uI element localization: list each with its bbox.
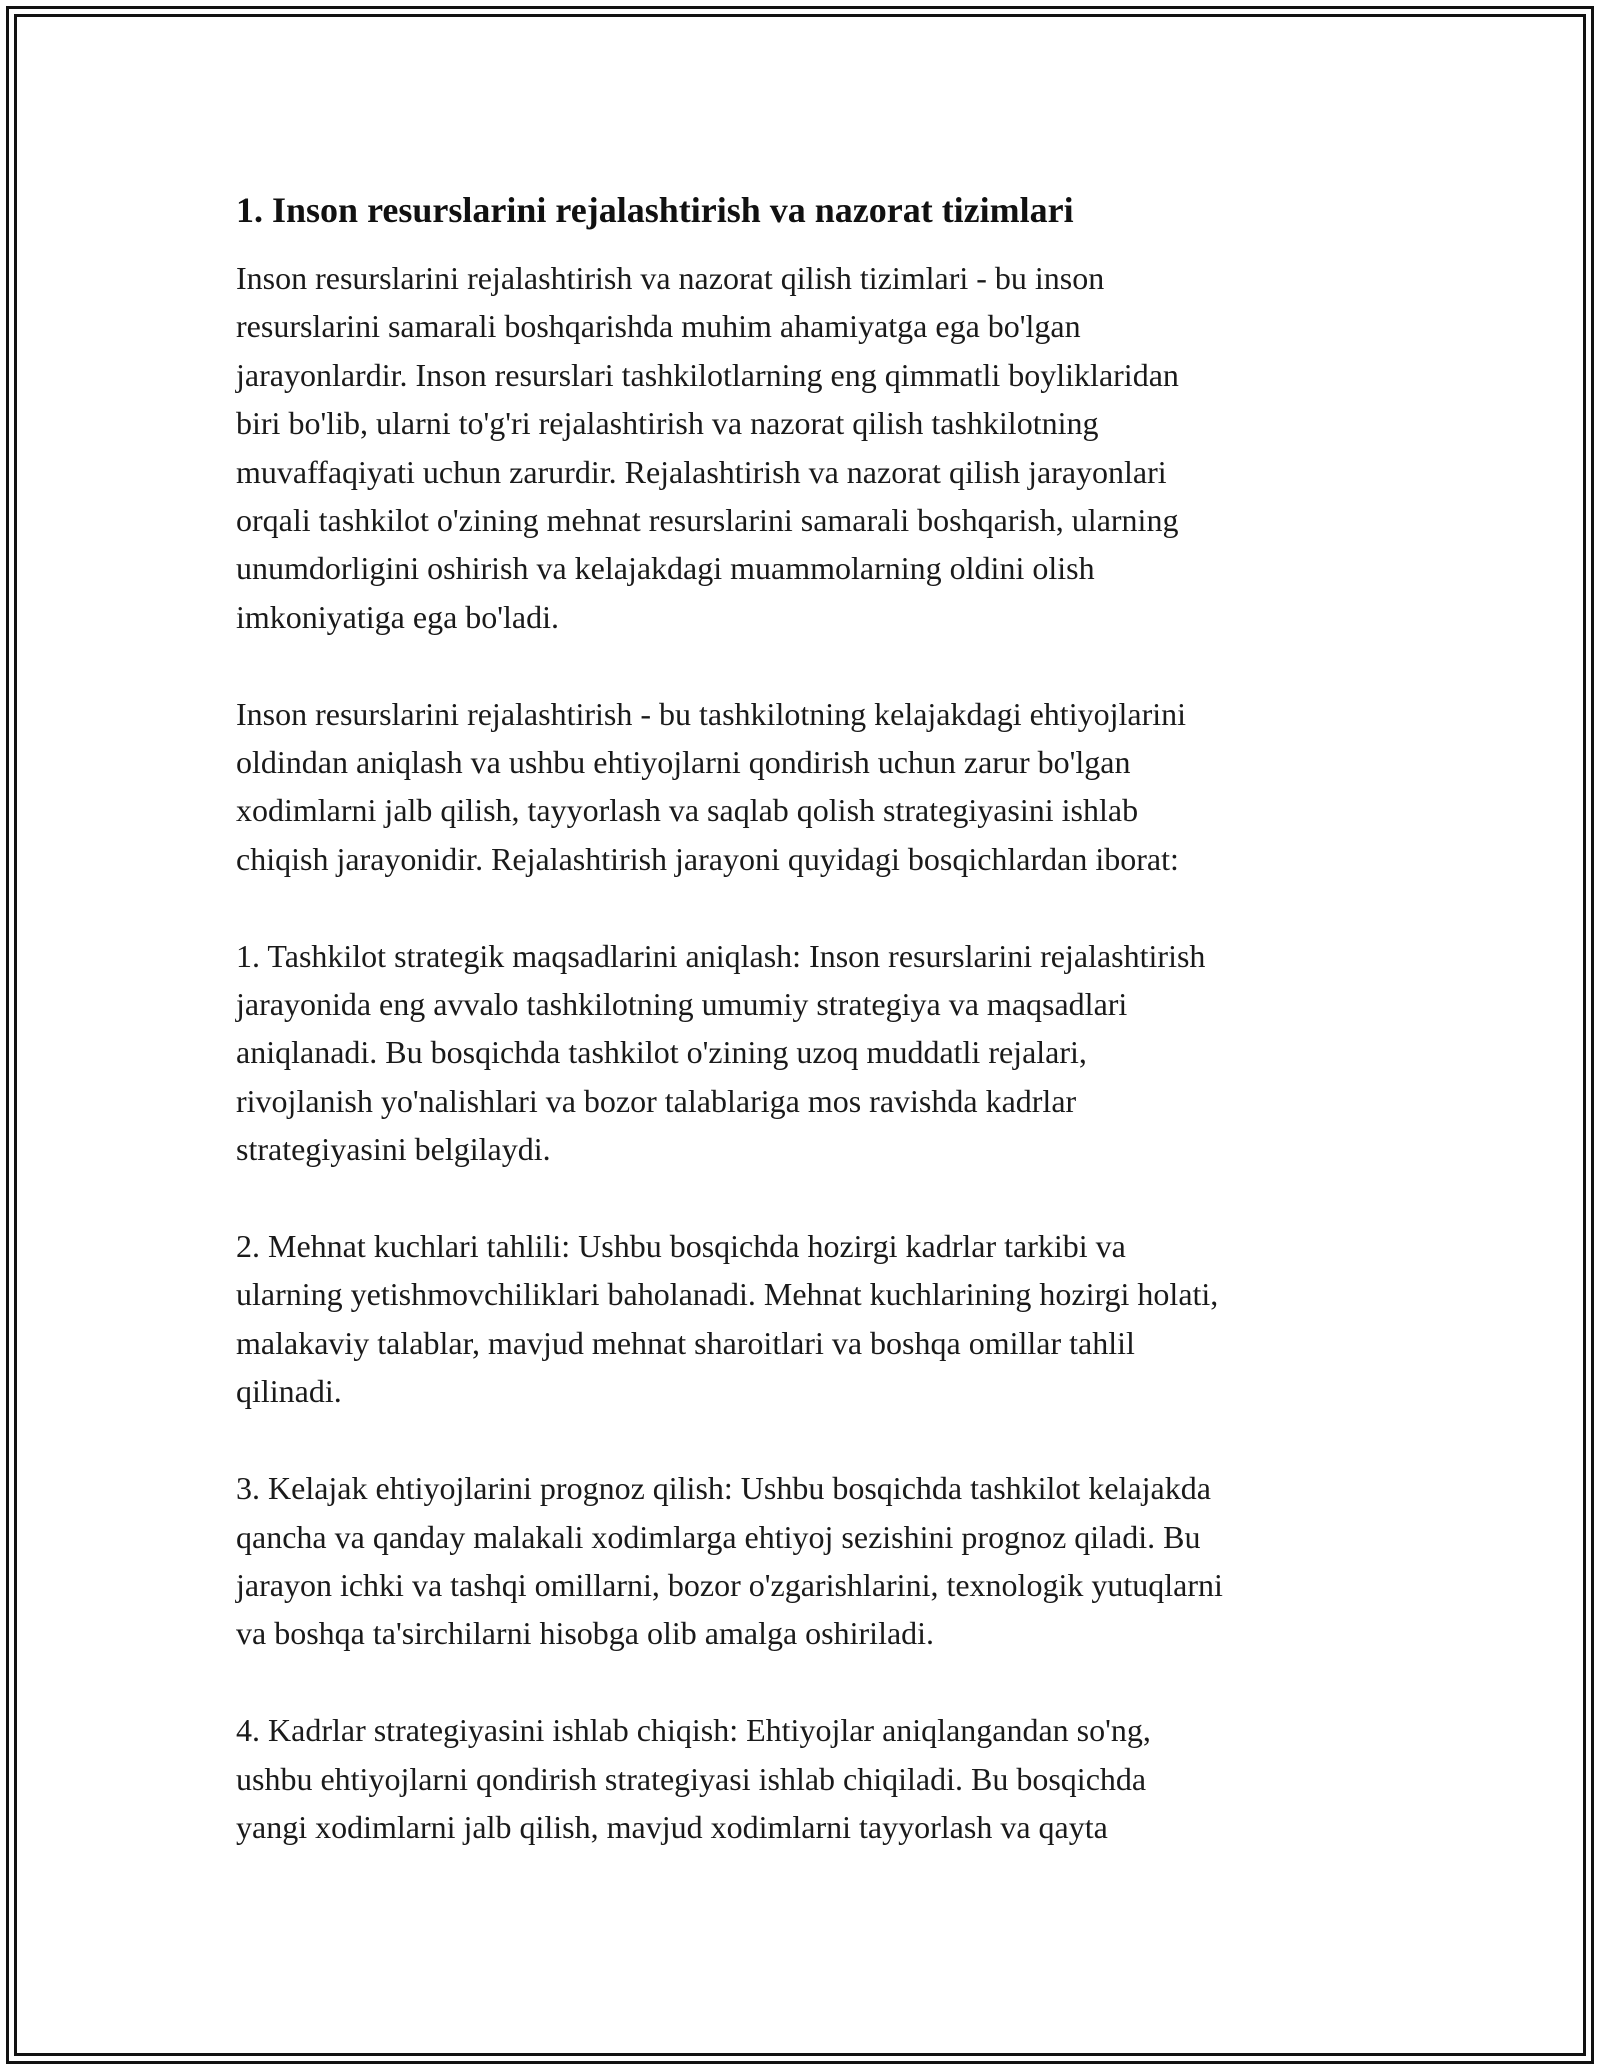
list-item-step-2: 2. Mehnat kuchlari tahlili: Ushbu bosqichda hozirgi kadrlar tarkibi va ularning yetishmovchiliklari baholanadi. Mehnat kuchlarining hozirgi holati, malakaviy talablar, mavjud mehnat sharoitlari va boshqa omillar tahlil qilinadi. — [236, 1228, 1219, 1410]
document-body — [236, 186, 1376, 1851]
list-item-step-1: 1. Tashkilot strategik maqsadlarini aniqlash: Inson resurslarini rejalashtirish jarayonida eng avvalo tashkilotning umumiy strategiya va maqsadlari aniqlanadi. Bu bosqichda tashkilot o'zining uzoq muddatli rejalari, rivojlanish yo'nalishlari va bozor talablariga mos ravishda kadrlar strategiyasini belgilaydi. — [236, 937, 1206, 1168]
paragraph-intro: Inson resurslarini rejalashtirish va nazorat qilish tizimlari - bu inson resurslarini samarali boshqarishda muhim ahamiyatga ega bo'lgan jarayonlardir. Inson resurslari tashkilotlarning eng qimmatli boyliklaridan biri bo'lib, ularni to'g'ri rejalashtirish va nazorat qilish tashkilotning muvaffaqiyati uchun zarurdir. Rejalashtirish va nazorat qilish jarayonlari orqali tashkilot o'zining mehnat resurslarini samarali boshqarish, ularning unumdorligini oshirish va kelajakdagi muammolarning oldini olish imkoniyatiga ega bo'ladi. — [236, 260, 1179, 635]
list-item-step-4: 4. Kadrlar strategiyasini ishlab chiqish: Ehtiyojlar aniqlangandan so'ng, ushbu ehtiyojlarni qondirish strategiyasi ishlab chiqiladi. Bu bosqichda yangi xodimlarni jalb qilish, mavjud xodimlarni tayyorlash va qayta — [236, 1712, 1151, 1845]
paragraph-planning-definition: Inson resurslarini rejalashtirish - bu tashkilotning kelajakdagi ehtiyojlarini oldindan aniqlash va ushbu ehtiyojlarni qondirish uchun zarur bo'lgan xodimlarni jalb qilish, tayyorlash va saqlab qolish strategiyasini ishlab chiqish jarayonidir. Rejalashtirish jarayoni quyidagi bosqichlardan iborat: — [236, 695, 1186, 877]
list-item-step-3: 3. Kelajak ehtiyojlarini prognoz qilish: Ushbu bosqichda tashkilot kelajakda qancha va qanday malakali xodimlarga ehtiyoj sezishini prognoz qiladi. Bu jarayon ichki va tashqi omillarni, bozor o'zgarishlarini, texnologik yutuqlarni va boshqa ta'sirchilarni hisobga olib amalga oshiriladi. — [236, 1470, 1223, 1652]
section-heading: 1. Inson resurslarini rejalashtirish va nazorat tizimlari — [236, 190, 1074, 230]
